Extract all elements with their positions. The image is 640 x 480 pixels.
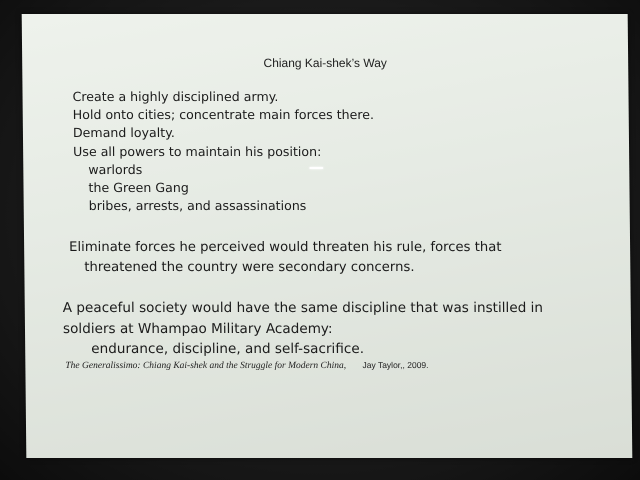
citation-book-title: The Generalissimo: Chiang Kai-shek and the Struggle for Modern China,: [65, 361, 347, 372]
strategy-item: Create a highly disciplined army.: [72, 88, 279, 104]
paragraph-line: soldiers at Whampao Military Academy:: [62, 320, 333, 337]
citation: [65, 360, 625, 371]
strategy-item: Use all powers to maintain his position:: [73, 143, 322, 159]
strategy-sub-item: bribes, arrests, and assassinations: [88, 198, 307, 214]
strategy-item: Demand loyalty.: [72, 125, 175, 141]
paragraph-line: A peaceful society would have the same discipline that was instilled in: [62, 300, 544, 317]
paragraph-line: Eliminate forces he perceived would threaten his rule, forces that: [69, 240, 502, 256]
slide-title: Chiang Kai-shek’s Way: [263, 55, 387, 70]
elimination-paragraph: [69, 238, 609, 278]
paragraph-line: endurance, discipline, and self-sacrifice.: [91, 341, 365, 358]
strategy-sub-item: the Green Gang: [88, 180, 189, 196]
projector-glare: [309, 167, 323, 169]
peaceful-society-paragraph: [63, 298, 624, 360]
strategy-item: Hold onto cities; concentrate main forces there.: [72, 107, 375, 123]
presentation-slide: [22, 14, 633, 458]
citation-author: Jay Taylor,, 2009.: [362, 360, 429, 371]
strategy-list: [72, 88, 375, 215]
paragraph-line: threatened the country were secondary concerns.: [84, 260, 415, 276]
strategy-sub-item: warlords: [88, 161, 143, 177]
